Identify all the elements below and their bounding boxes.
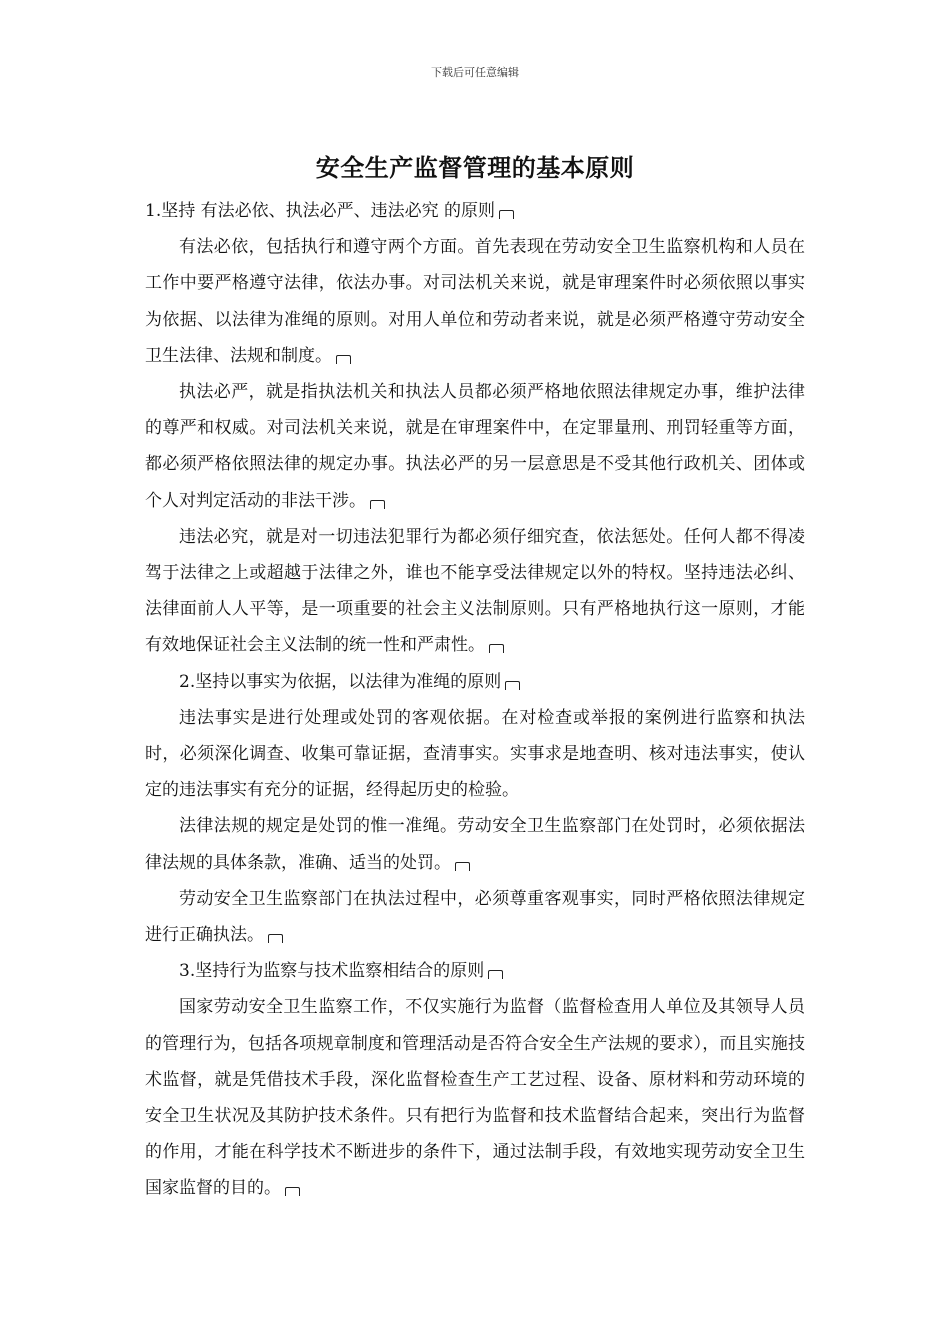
paragraph-1 <box>145 229 805 374</box>
paragraph-mark-icon <box>455 862 470 871</box>
document-body <box>145 193 805 1207</box>
section-heading-2-text: 2.坚持以事实为依据，以法律为准绳的原则 <box>179 671 502 692</box>
paragraph-2-text: 执法必严，就是指执法机关和执法人员都必须严格地依照法律规定办事，维护法律的尊严和权威。对司法机关来说，就是在审理案件中，在定罪量刑、刑罚轻重等方面，都必须严格依照法律的规定办事。执法必严的另一层意思是不受其他行政机关、团体或个人对判定活动的非法干涉。 <box>145 382 805 511</box>
paragraph-3-text: 违法必究，就是对一切违法犯罪行为都必须仔细究查，依法惩处。任何人都不得凌驾于法律之上或超越于法律之外，谁也不能享受法律规定以外的特权。坚持违法必纠、法律面前人人平等，是一项重要的社会主义法制原则。只有严格地执行这一原则，才能有效地保证社会主义法制的统一性和严肃性。 <box>145 526 805 656</box>
paragraph-2 <box>145 374 805 519</box>
section-heading-3 <box>145 953 805 989</box>
paragraph-5 <box>145 808 805 880</box>
paragraph-6-text: 劳动安全卫生监察部门在执法过程中，必须尊重客观事实，同时严格依照法律规定进行正确执法。 <box>145 888 805 946</box>
section-heading-3-text: 3.坚持行为监察与技术监察相结合的原则 <box>179 961 485 982</box>
paragraph-mark-icon <box>268 934 283 943</box>
paragraph-5-text: 法律法规的规定是处罚的惟一准绳。劳动安全卫生监察部门在处罚时，必须依据法律法规的具体条款，准确、适当的处罚。 <box>145 816 805 873</box>
paragraph-mark-icon <box>370 500 385 509</box>
section-heading-1-text: 1.坚持 有法必依、执法必严、违法必究 的原则 <box>145 201 496 221</box>
paragraph-mark-icon <box>505 681 520 690</box>
paragraph-1-text: 有法必依，包括执行和遵守两个方面。首先表现在劳动安全卫生监察机构和人员在工作中要严格遵守法律，依法办事。对司法机关来说，就是审理案件时必须依照以事实为依据、以法律为准绳的原则。对用人单位和劳动者来说，就是必须严格遵守劳动安全卫生法律、法规和制度。 <box>145 237 805 366</box>
paragraph-7 <box>145 989 805 1206</box>
document-title: 安全生产监督管理的基本原则 <box>315 153 635 182</box>
paragraph-mark-icon <box>499 210 514 219</box>
paragraph-4 <box>145 700 805 809</box>
paragraph-mark-icon <box>285 1187 300 1196</box>
paragraph-3 <box>145 519 805 664</box>
header-note: 下载后可任意编辑 <box>431 66 519 79</box>
paragraph-mark-icon <box>488 970 503 979</box>
paragraph-mark-icon <box>489 644 504 653</box>
paragraph-7-text: 国家劳动安全卫生监察工作，不仅实施行为监督（监督检查用人单位及其领导人员的管理行为，包括各项规章制度和管理活动是否符合安全生产法规的要求），而且实施技术监督，就是凭借技术手段，深化监督检查生产工艺过程、设备、原材料和劳动环境的安全卫生状况及其防护技术条件。只有把行为监督和技术监督结合起来，突出行为监督的作用，才能在科学技术不断进步的条件下，通过法制手段，有效地实现劳动安全卫生国家监督的目的。 <box>145 997 805 1199</box>
section-heading-2 <box>145 664 805 700</box>
paragraph-mark-icon <box>336 355 351 364</box>
section-heading-1 <box>145 193 805 229</box>
paragraph-4-text: 违法事实是进行处理或处罚的客观依据。在对检查或举报的案例进行监察和执法时，必须深化调查、收集可靠证据，查清事实。实事求是地查明、核对违法事实，使认定的违法事实有充分的证据，经得起历史的检验。 <box>145 707 805 801</box>
paragraph-6 <box>145 881 805 953</box>
